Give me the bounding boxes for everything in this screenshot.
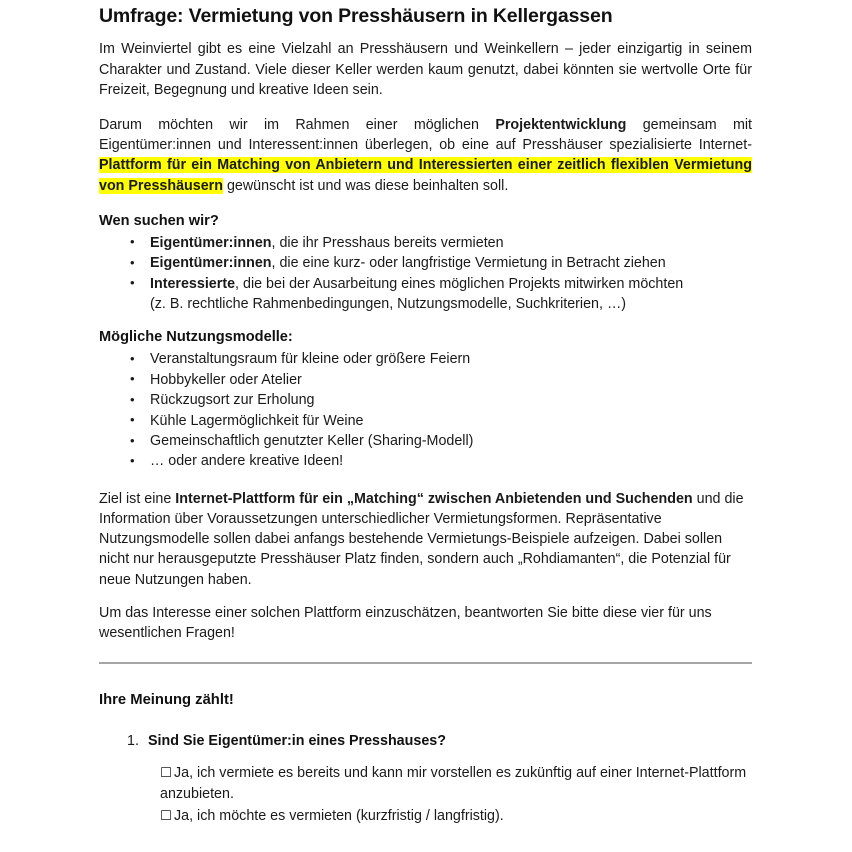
usage-models-list [99,349,752,471]
list-item [99,274,752,315]
question-text: Sind Sie Eigentümer:in eines Presshauses? [148,733,446,750]
list-item: • Rückzugsort zur Erholung [99,390,752,410]
question-item-1 [99,731,752,827]
list-item: • … oder andere kreative Ideen! [99,451,752,471]
checkbox-option-label: Ja, ich vermiete es bereits und kann mir vorstellen es zukünftig auf einer Internet-Plattform anzubieten. [160,764,747,803]
section-divider [99,662,752,664]
questions-list [99,731,752,827]
list-item-text: , die bei der Ausarbeitung eines möglichen Projekts mitwirken möchten [235,275,684,292]
list-item-bold: Eigentümer:innen [150,234,272,251]
project-paragraph [99,115,752,196]
seeking-list [99,233,752,315]
opinion-heading: Ihre Meinung zählt! [99,692,234,709]
list-item-text: , die eine kurz- oder langfristige Vermietung in Betracht ziehen [271,255,666,272]
question-options [148,763,752,827]
list-item-text: , die ihr Presshaus bereits vermieten [271,234,504,251]
list-item: • Kühle Lagermöglichkeit für Weine [99,411,752,431]
checkbox-empty-icon[interactable]: ☐ [160,766,173,782]
intro-paragraph: Im Weinviertel gibt es eine Vielzahl an Presshäusern und Weinkellern – jeder einzigartig in seinem Charakter und Zustand. Viele dieser Keller werden kaum genutzt, dabei könnten sie wertvolle Orte für Freizeit, Begegnung und kreative Ideen sein. [99,41,752,98]
list-item: • Hobbykeller oder Atelier [99,370,752,390]
goal-paragraph-part1: Ziel ist eine [99,490,176,507]
goal-paragraph [99,489,752,590]
project-paragraph-part2: gemeinsam mit Eigentümer:innen und Interessent:innen überlegen, ob eine auf Presshäuser spezialisierte Internet- [99,116,752,154]
project-paragraph-highlight: Plattform für ein Matching von Anbietern und Interessierten einer zeitlich flexiblen Vermietung von Presshäusern [99,157,752,194]
list-item-continuation: (z. B. rechtliche Rahmenbedingungen, Nutzungsmodelle, Suchkriterien, …) [150,296,627,313]
project-paragraph-part1: Darum möchten wir im Rahmen einer möglichen [99,116,496,133]
question-number: 1. [127,733,139,750]
seeking-heading: Wen suchen wir? [99,212,219,229]
checkbox-option-label: Ja, ich möchte es vermieten (kurzfristig / langfristig). [174,807,504,824]
page-title: Umfrage: Vermietung von Presshäusern in Kellergassen [99,5,613,27]
list-item-bold: Eigentümer:innen [150,255,272,272]
checkbox-option-2[interactable] [160,806,752,827]
list-item [99,253,752,273]
goal-paragraph-part2: und die Information über Voraussetzungen unterschiedlicher Vermietungsformen. Repräsentative Nutzungsmodelle sollen dabei anfangs bestehende Vermietungs-Beispiele aufzeigen. Dabei sollen nicht nur herausgeputzte Presshäuser Platz finden, sondern auch „Rohdiamanten“, die Potenzial für neue Nutzungen haben. [99,490,744,588]
goal-paragraph-bold: Internet-Plattform für ein „Matching“ zwischen Anbietenden und Suchenden [175,490,693,507]
list-item-bold: Interessierte [150,275,236,292]
checkbox-option-1[interactable] [160,763,752,805]
closing-paragraph: Um das Interesse einer solchen Plattform einzuschätzen, beantworten Sie bitte diese vier für uns wesentlichen Fragen! [99,604,712,642]
list-item [99,233,752,253]
project-paragraph-part3: gewünscht ist und was diese beinhalten soll. [222,177,509,194]
project-paragraph-bold-projektentwicklung: Projektentwicklung [495,116,627,133]
list-item: • Gemeinschaftlich genutzter Keller (Sharing-Modell) [99,431,752,451]
usage-models-heading: Mögliche Nutzungsmodelle: [99,329,293,346]
list-item: • Veranstaltungsraum für kleine oder größere Feiern [99,349,752,369]
checkbox-empty-icon[interactable]: ☐ [160,809,173,824]
